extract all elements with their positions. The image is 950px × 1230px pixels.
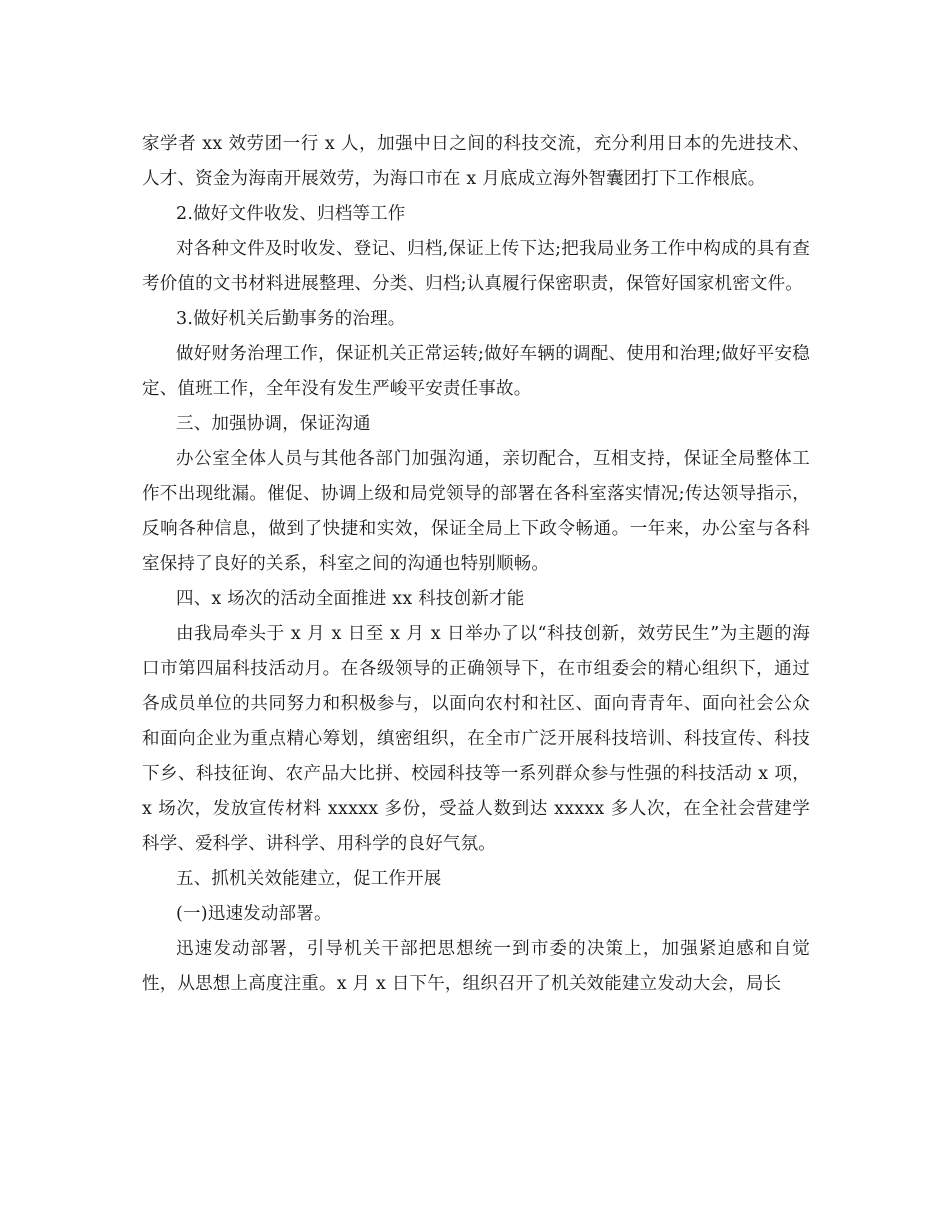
section-heading-file-handling: 2.做好文件收发、归档等工作 (176, 204, 406, 224)
paragraph-intro-continuation: 家学者 xx 效劳团一行 x 人，加强中日之间的科技交流，充分利用日本的先进技术、人才、资金为海南开展效劳，为海口市在 x 月底成立海外智囊团打下工作根底。 (142, 134, 810, 189)
section-heading-innovation: 四、x 场次的活动全面推进 xx 科技创新才能 (176, 589, 525, 609)
subsection-heading-mobilize: (一)迅速发动部署。 (176, 904, 332, 924)
document-body (142, 127, 810, 1002)
paragraph-mobilize: 迅速发动部署，引导机关干部把思想统一到市委的决策上，加强紧迫感和自觉性，从思想上高度注重。x 月 x 日下午，组织召开了机关效能建立发动大会，局长 (142, 939, 810, 994)
section-heading-efficiency: 五、抓机关效能建立，促工作开展 (176, 869, 442, 889)
section-heading-coordination: 三、加强协调，保证沟通 (176, 414, 371, 434)
paragraph-file-handling: 对各种文件及时收发、登记、归档,保证上传下达;把我局业务工作中构成的具有查考价值的文书材料进展整理、分类、归档;认真履行保密职责，保管好国家机密文件。 (142, 239, 810, 294)
paragraph-innovation: 由我局牵头于 x 月 x 日至 x 月 x 日举办了以“科技创新，效劳民生”为主题的海口市第四届科技活动月。在各级领导的正确领导下，在市组委会的精心组织下，通过各成员单位的共同努力和积极参与，以面向农村和社区、面向青青年、面向社会公众和面向企业为重点精心筹划，缜密组织，在全市广泛开展科技培训、科技宣传、科技下乡、科技征询、农产品大比拼、校园科技等一系列群众参与性强的科技活动 x 项，x 场次，发放宣传材料 xxxxx 多份，受益人数到达 xxxxx 多人次，在全社会营建学科学、爱科学、讲科学、用科学的良好气氛。 (142, 624, 810, 854)
section-heading-logistics: 3.做好机关后勤事务的治理。 (176, 309, 406, 329)
paragraph-logistics: 做好财务治理工作，保证机关正常运转;做好车辆的调配、使用和治理;做好平安稳定、值班工作，全年没有发生严峻平安责任事故。 (142, 344, 810, 399)
paragraph-coordination: 办公室全体人员与其他各部门加强沟通，亲切配合，互相支持，保证全局整体工作不出现纰漏。催促、协调上级和局党领导的部署在各科室落实情况;传达领导指示，反响各种信息，做到了快捷和实效，保证全局上下政令畅通。一年来，办公室与各科室保持了良好的关系，科室之间的沟通也特别顺畅。 (142, 449, 810, 574)
